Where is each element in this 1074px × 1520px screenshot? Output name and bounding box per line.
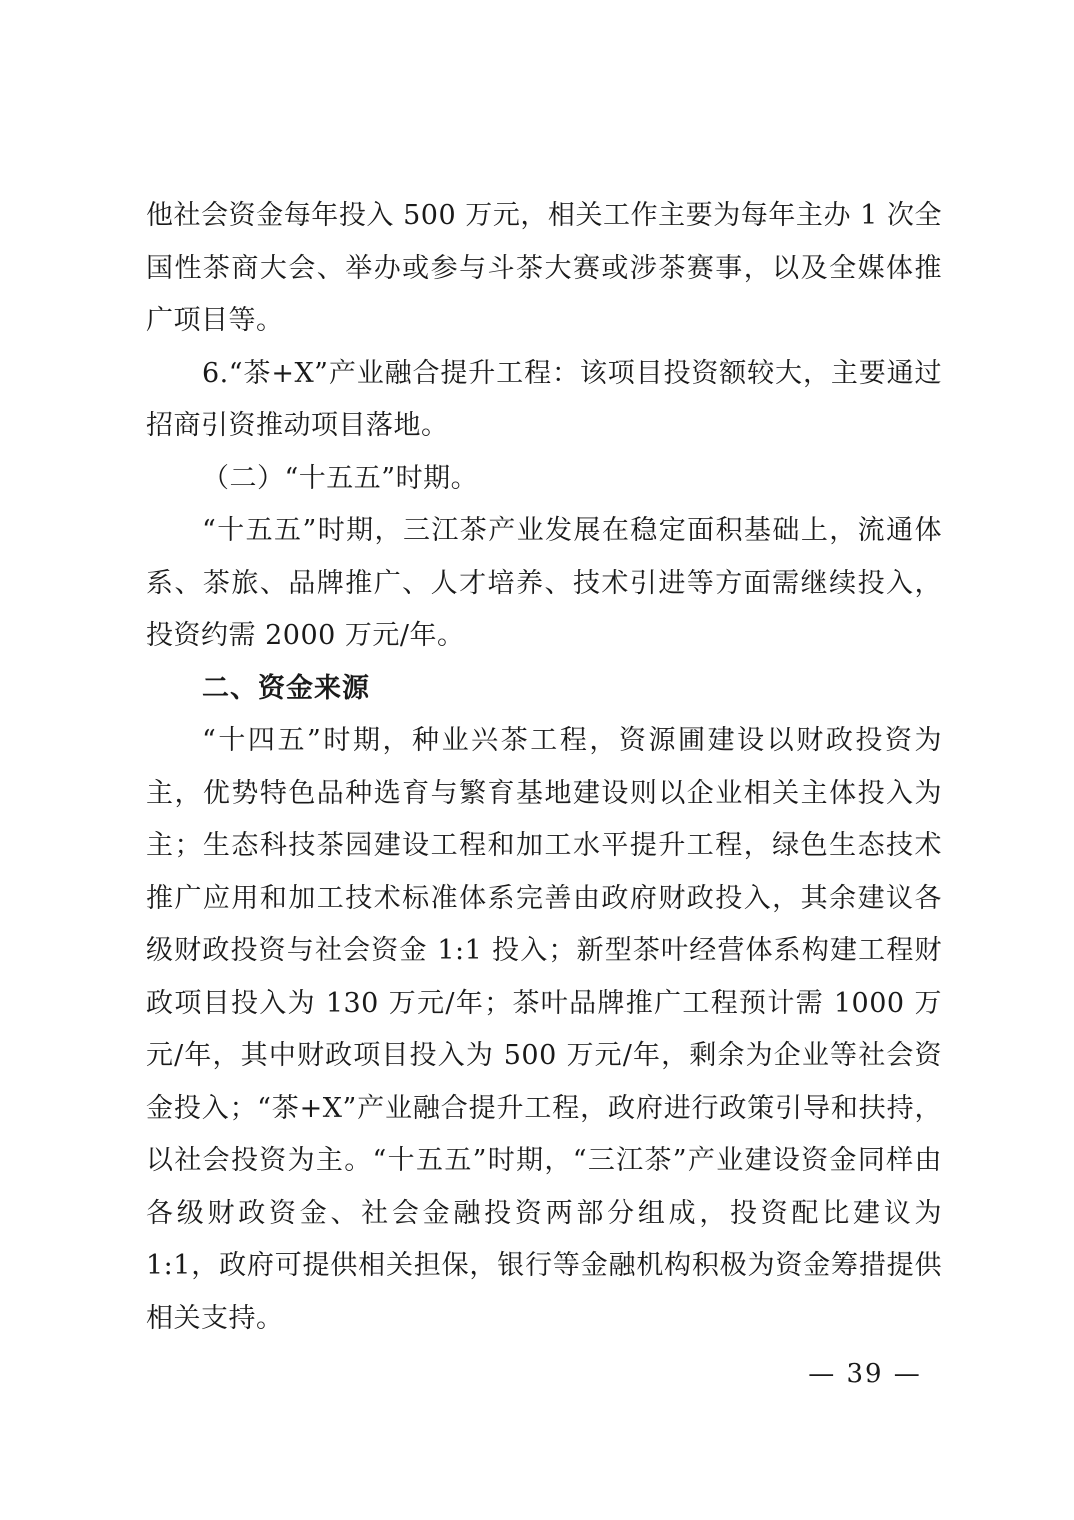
page-number: — 39 — [808, 1359, 922, 1389]
subheading-15th-period: （二）“十五五”时期。 [202, 462, 479, 494]
paragraph-15th-period: “十五五”时期，三江茶产业发展在稳定面积基础上，流通体系、茶旅、品牌推广、人才培养、技术引进等方面需继续投入，投资约需 2000 万元/年。 [146, 515, 942, 651]
section-heading-funding-sources: 二、资金来源 [202, 672, 370, 704]
body-text [146, 190, 942, 1345]
paragraph-funding-sources: “十四五”时期，种业兴茶工程，资源圃建设以财政投资为主，优势特色品种选育与繁育基地建设则以企业相关主体投入为主；生态科技茶园建设工程和加工水平提升工程，绿色生态技术推广应用和加工技术标准体系完善由政府财政投入，其余建议各级财政投资与社会资金 1:1 投入；新型茶叶经营体系构建工程财政项目投入为 130 万元/年；茶叶品牌推广工程预计需 1000 万元/年，其中财政项目投入为 500 万元/年，剩余为企业等社会资金投入；“茶+X”产业融合提升工程，政府进行政策引导和扶持，以社会投资为主。“十五五”时期，“三江茶”产业建设资金同样由各级财政资金、社会金融投资两部分组成，投资配比建议为 1:1，政府可提供相关担保，银行等金融机构积极为资金筹措提供相关支持。 [146, 725, 942, 1334]
paragraph-continuation: 他社会资金每年投入 500 万元，相关工作主要为每年主办 1 次全国性茶商大会、举办或参与斗茶大赛或涉茶赛事，以及全媒体推广项目等。 [146, 200, 942, 336]
paragraph-tea-x-project: 6.“茶+X”产业融合提升工程：该项目投资额较大，主要通过招商引资推动项目落地。 [146, 357, 942, 441]
